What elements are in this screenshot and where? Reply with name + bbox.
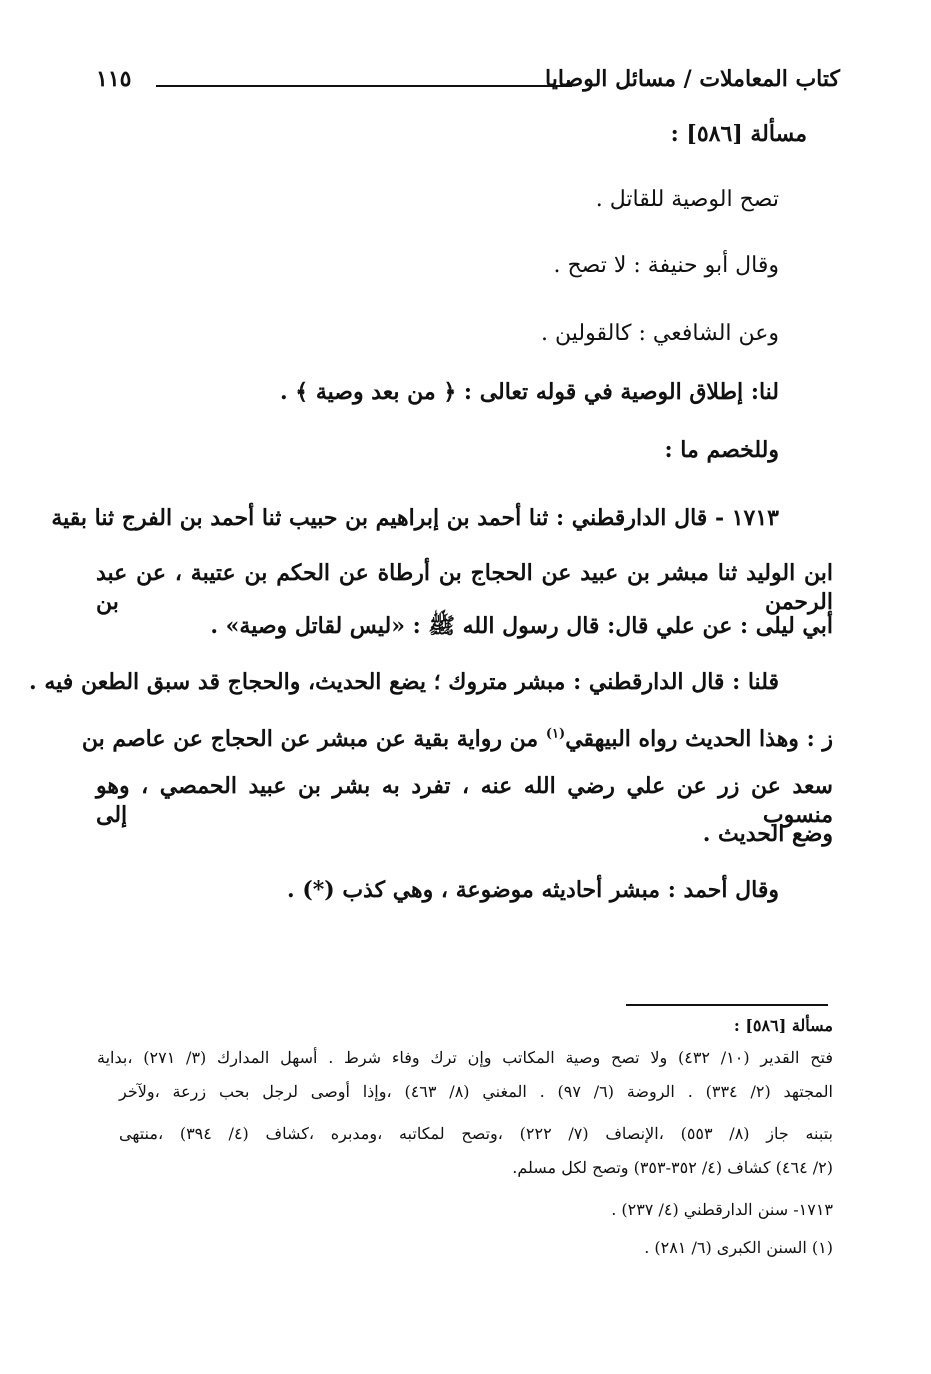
ahmad-line: وقال أحمد : مبشر أحاديثه موضوعة ، وهي كذب (*) . [287,877,779,903]
footnote-1-line-2: المجتهد (٢/ ٣٣٤) . الروضة (٦/ ٩٧) . المغني (٨/ ٤٦٣) ،وإذا أوصى لرجل بحب زرعة ،ولآخر [119,1082,833,1101]
footnote-2: ١٧١٣- سنن الدارقطني (٤/ ٢٣٧) . [611,1200,833,1219]
paragraph-3: وعن الشافعي : كالقولين . [541,321,779,346]
z-line-1 [82,725,833,754]
footnote-1-line-4: (٢/ ٤٦٤) كشاف (٤/ ٣٥٢-٣٥٣) وتصح لكل مسلم. [512,1158,833,1177]
footnote-1-line-1: فتح القدير (١٠/ ٤٣٢) ولا تصح وصية المكاتب وإن ترك وفاء شرط . أسهل المدارك (٣/ ٢٧١) ،بداية [97,1048,834,1067]
footnote-marker: (١) [545,726,566,742]
footnote-heading: مسألة [٥٨٦] : [733,1016,833,1035]
running-header [96,66,840,106]
masala-heading: مسألة [٥٨٦] : [670,121,807,147]
header-title: كتاب المعاملات / مسائل الوصايا [545,66,840,92]
hadith-line-3: أبي ليلى : عن علي قال: قال رسول الله ﷺ : «ليس لقاتل وصية» . [210,613,833,639]
paragraph-2: وقال أبو حنيفة : لا تصح . [553,253,779,278]
footnote-3: (١) السنن الكبرى (٦/ ٢٨١) . [644,1238,833,1257]
z-line-2: سعد عن زر عن علي رضي الله عنه ، تفرد به بشر بن عبيد الحمصي ، وهو منسوب إلى [96,773,833,828]
hadith-line-2: ابن الوليد ثنا مبشر بن عبيد عن الحجاج بن أرطاة عن الحكم بن عتيبة ، عن عبد الرحمن بن [96,560,833,615]
paragraph-4: لنا: إطلاق الوصية في قوله تعالى : ﴿ من بعد وصية ﴾ . [279,379,779,405]
z-line-3: وضع الحديث . [702,821,833,847]
footnote-1-line-3: بتبنه جاز (٨/ ٥٥٣) ،الإنصاف (٧/ ٢٢٢) ،وتصح لمكاتبه ،ومدبره ،كشاف (٤/ ٣٩٤) ،منتهى [119,1124,833,1143]
paragraph-1: تصح الوصية للقاتل . [595,187,779,212]
z-line-1-end: من رواية بقية عن مبشر عن الحجاج عن عاصم بن [81,726,539,752]
page-number: ١١٥ [96,66,132,92]
z-line-1-start: ز : وهذا الحديث رواه البيهقي [565,726,833,752]
reply-line: قلنا : قال الدارقطني : مبشر متروك ؛ يضع الحديث، والحجاج قد سبق الطعن فيه . [29,669,779,695]
hadith-line-1: ١٧١٣ - قال الدارقطني : ثنا أحمد بن إبراهيم بن حبيب ثنا أحمد بن الفرج ثنا بقية [51,505,779,531]
header-rule [156,85,572,87]
paragraph-5: وللخصم ما : [664,437,779,463]
footnote-rule [626,1004,828,1006]
